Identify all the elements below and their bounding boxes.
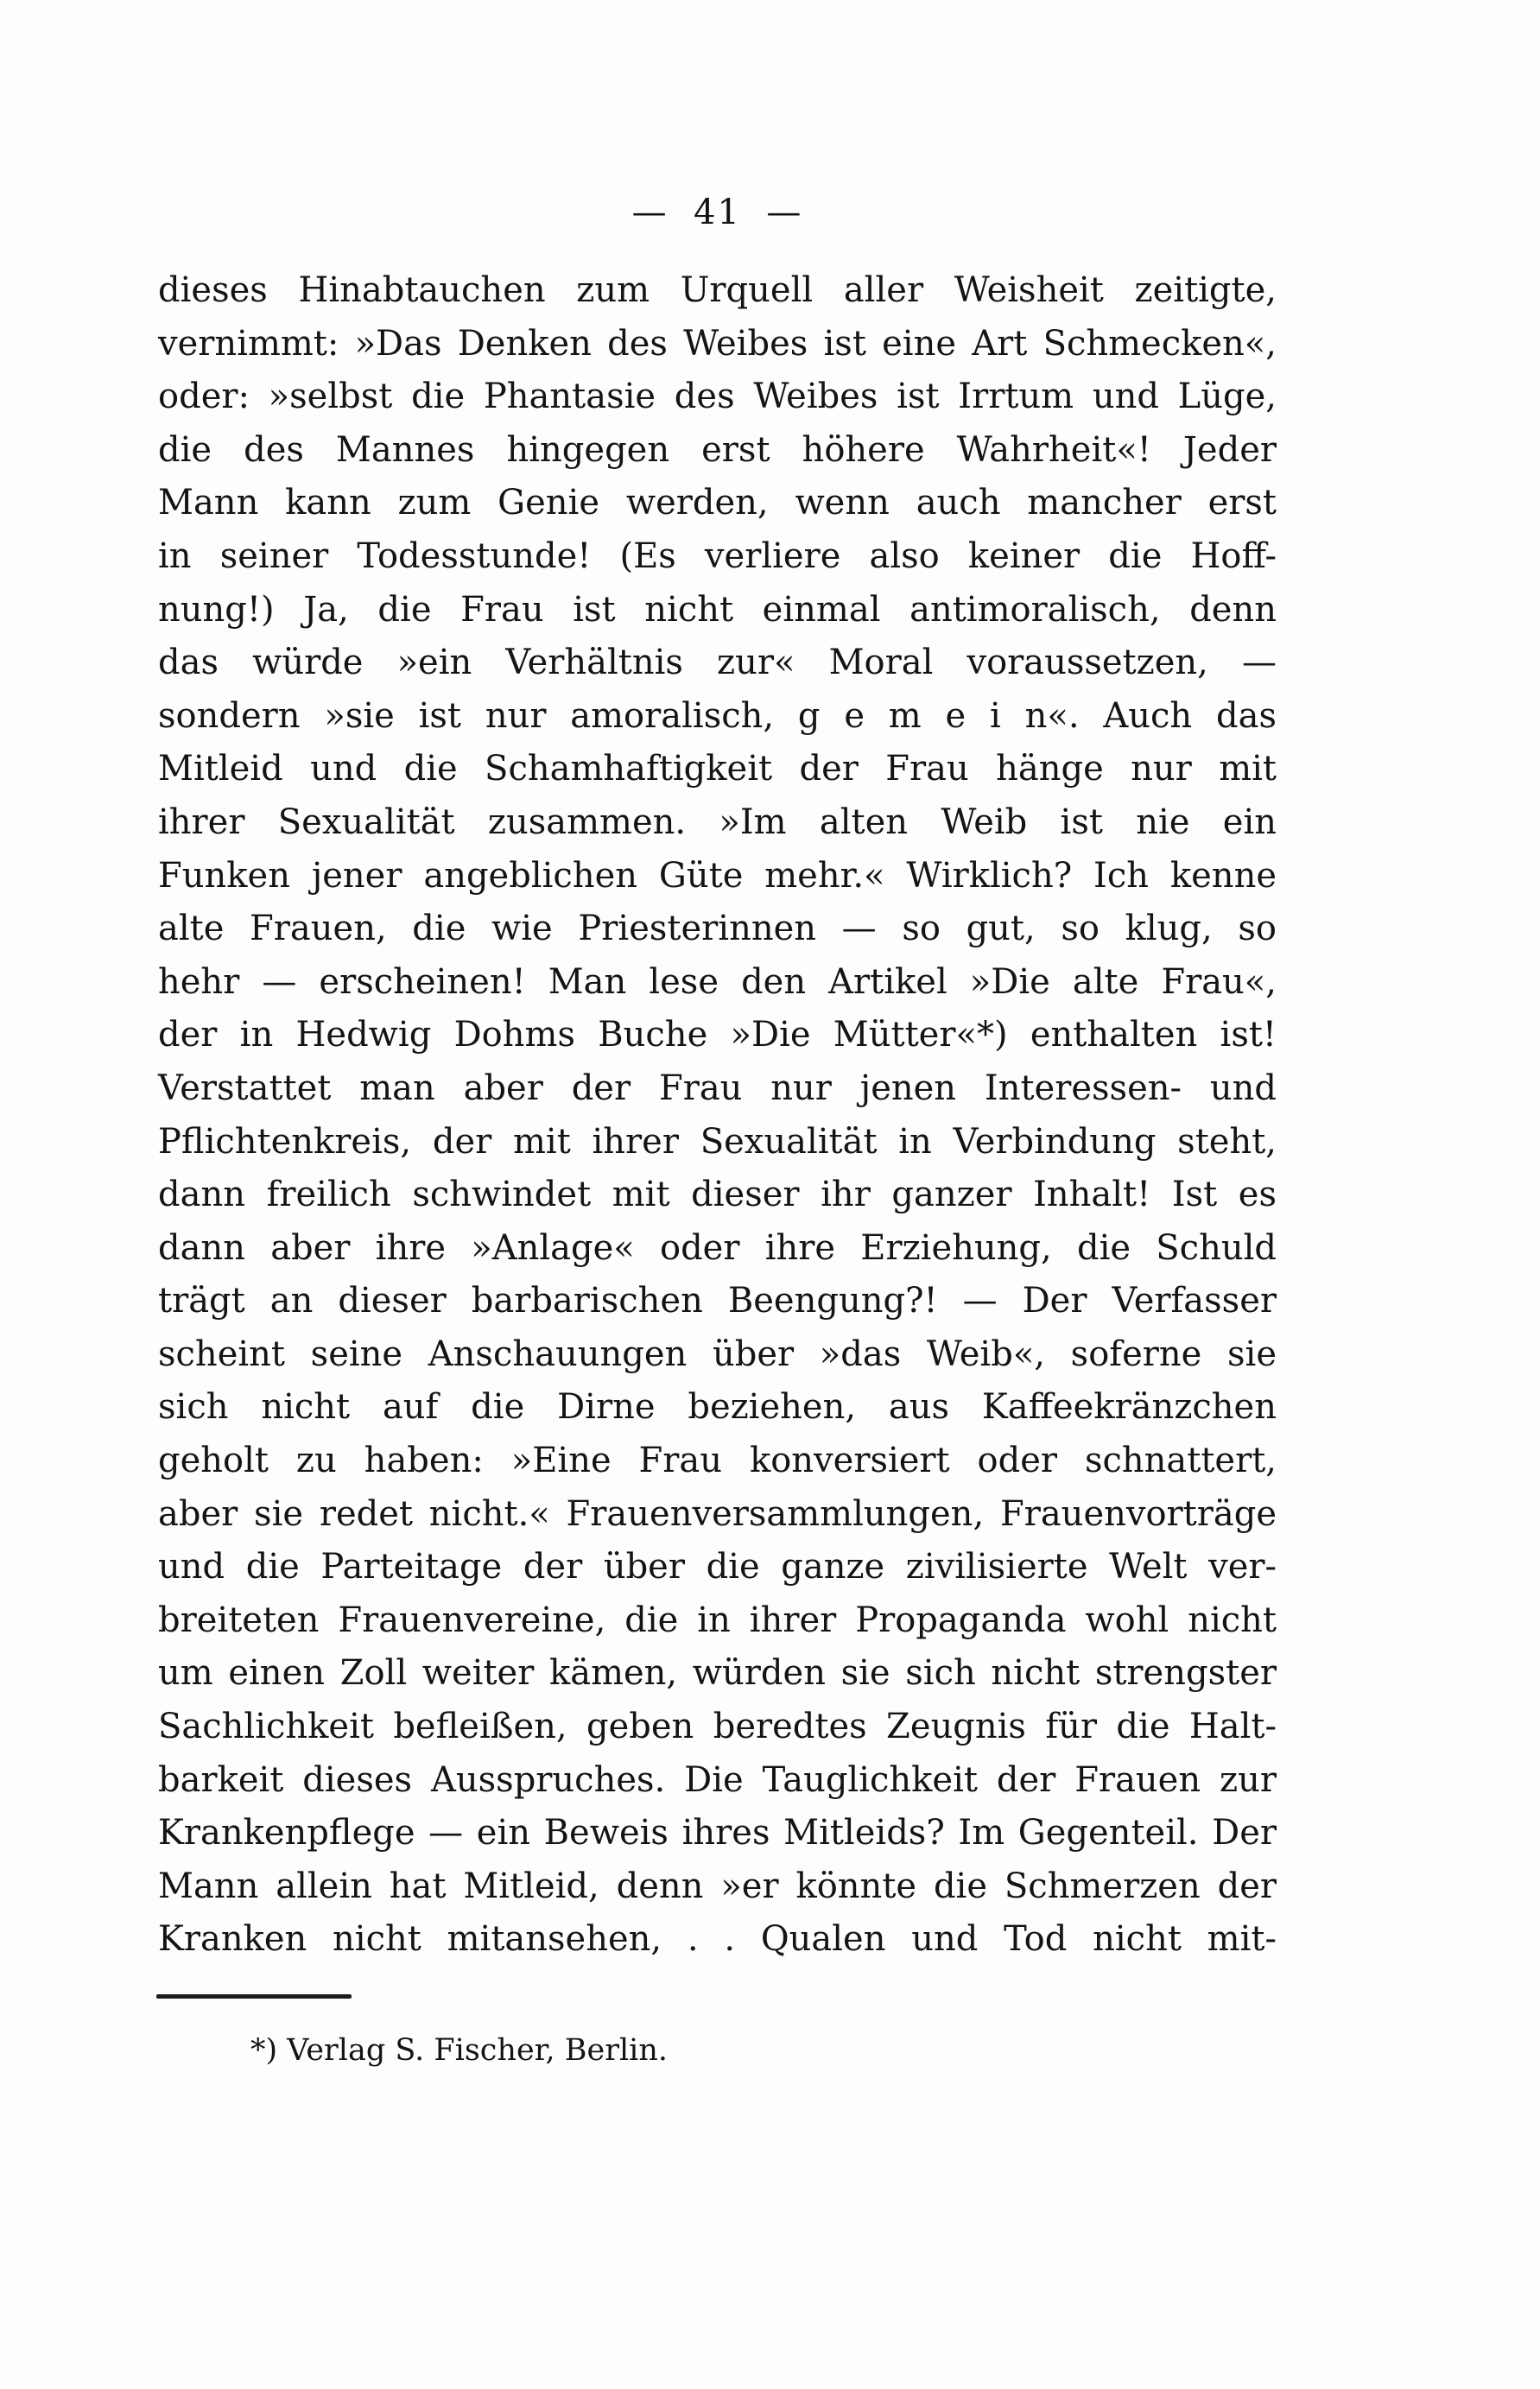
text-line: trägt an dieser barbarischen Beengung?! — Der Verfasser <box>158 1281 1277 1321</box>
footnote-text: *) Verlag S. Fischer, Berlin. <box>250 2033 669 2068</box>
text-line: hehr — erscheinen! Man lese den Artikel »Die alte Frau«, <box>158 961 1277 1002</box>
text-line: dieses Hinabtauchen zum Urquell aller Weisheit zeitigte, <box>158 270 1277 310</box>
text-line: Kranken nicht mitansehen, . . Qualen und Tod nicht mit- <box>158 1919 1277 1960</box>
page-number-header: — 41 — <box>631 193 803 232</box>
text-line: vernimmt: »Das Denken des Weibes ist eine Art Schmecken«, <box>158 323 1277 364</box>
text-line: sondern »sie ist nur amoralisch, g e m e i n«. Auch das <box>158 695 1277 736</box>
text-line: Funken jener angeblichen Güte mehr.« Wirklich? Ich kenne <box>158 855 1277 896</box>
text-line: die des Mannes hingegen erst höhere Wahrheit«! Jeder <box>158 429 1277 470</box>
text-line: breiteten Frauenvereine, die in ihrer Propaganda wohl nicht <box>158 1600 1277 1640</box>
text-line: um einen Zoll weiter kämen, würden sie sich nicht strengster <box>158 1653 1277 1694</box>
text-line: Sachlichkeit befleißen, geben beredtes Zeugnis für die Halt- <box>158 1707 1277 1747</box>
text-line: Pflichtenkreis, der mit ihrer Sexualität in Verbindung steht, <box>158 1121 1277 1162</box>
text-line: der in Hedwig Dohms Buche »Die Mütter«*) enthalten ist! <box>158 1015 1277 1055</box>
text-line: in seiner Todesstunde! (Es verliere also keiner die Hoff- <box>158 535 1277 576</box>
text-line: Mann allein hat Mitleid, denn »er könnte die Schmerzen der <box>158 1866 1277 1906</box>
text-line: das würde »ein Verhältnis zur« Moral voraussetzen, — <box>158 643 1277 683</box>
text-line: barkeit dieses Ausspruches. Die Tauglichkeit der Frauen zur <box>158 1759 1277 1800</box>
text-line: scheint seine Anschauungen über »das Weib«, soferne sie <box>158 1334 1277 1374</box>
text-line: aber sie redet nicht.« Frauenversammlungen, Frauenvorträge <box>158 1493 1277 1534</box>
text-line: sich nicht auf die Dirne beziehen, aus Kaffeekränzchen <box>158 1387 1277 1428</box>
text-line: dann aber ihre »Anlage« oder ihre Erziehung, die Schuld <box>158 1227 1277 1268</box>
text-line: Mann kann zum Genie werden, wenn auch mancher erst <box>158 483 1277 523</box>
text-line: Krankenpflege — ein Beweis ihres Mitleids? Im Gegenteil. Der <box>158 1813 1277 1854</box>
text-line: Mitleid und die Schamhaftigkeit der Frau hänge nur mit <box>158 749 1277 789</box>
text-line: oder: »selbst die Phantasie des Weibes ist Irrtum und Lüge, <box>158 377 1277 417</box>
text-line: alte Frauen, die wie Priesterinnen — so gut, so klug, so <box>158 909 1277 949</box>
body-text-block <box>158 264 1277 1967</box>
text-line: und die Parteitage der über die ganze zivilisierte Welt ver- <box>158 1547 1277 1587</box>
text-line: ihrer Sexualität zusammen. »Im alten Weib ist nie ein <box>158 802 1277 842</box>
text-line: dann freilich schwindet mit dieser ihr ganzer Inhalt! Ist es <box>158 1175 1277 1215</box>
text-line: geholt zu haben: »Eine Frau konversiert oder schnattert, <box>158 1441 1277 1481</box>
footnote-divider <box>156 1994 352 1999</box>
text-line: nung!) Ja, die Frau ist nicht einmal antimoralisch, denn <box>158 589 1277 630</box>
text-line: Verstattet man aber der Frau nur jenen Interessen- und <box>158 1068 1277 1108</box>
